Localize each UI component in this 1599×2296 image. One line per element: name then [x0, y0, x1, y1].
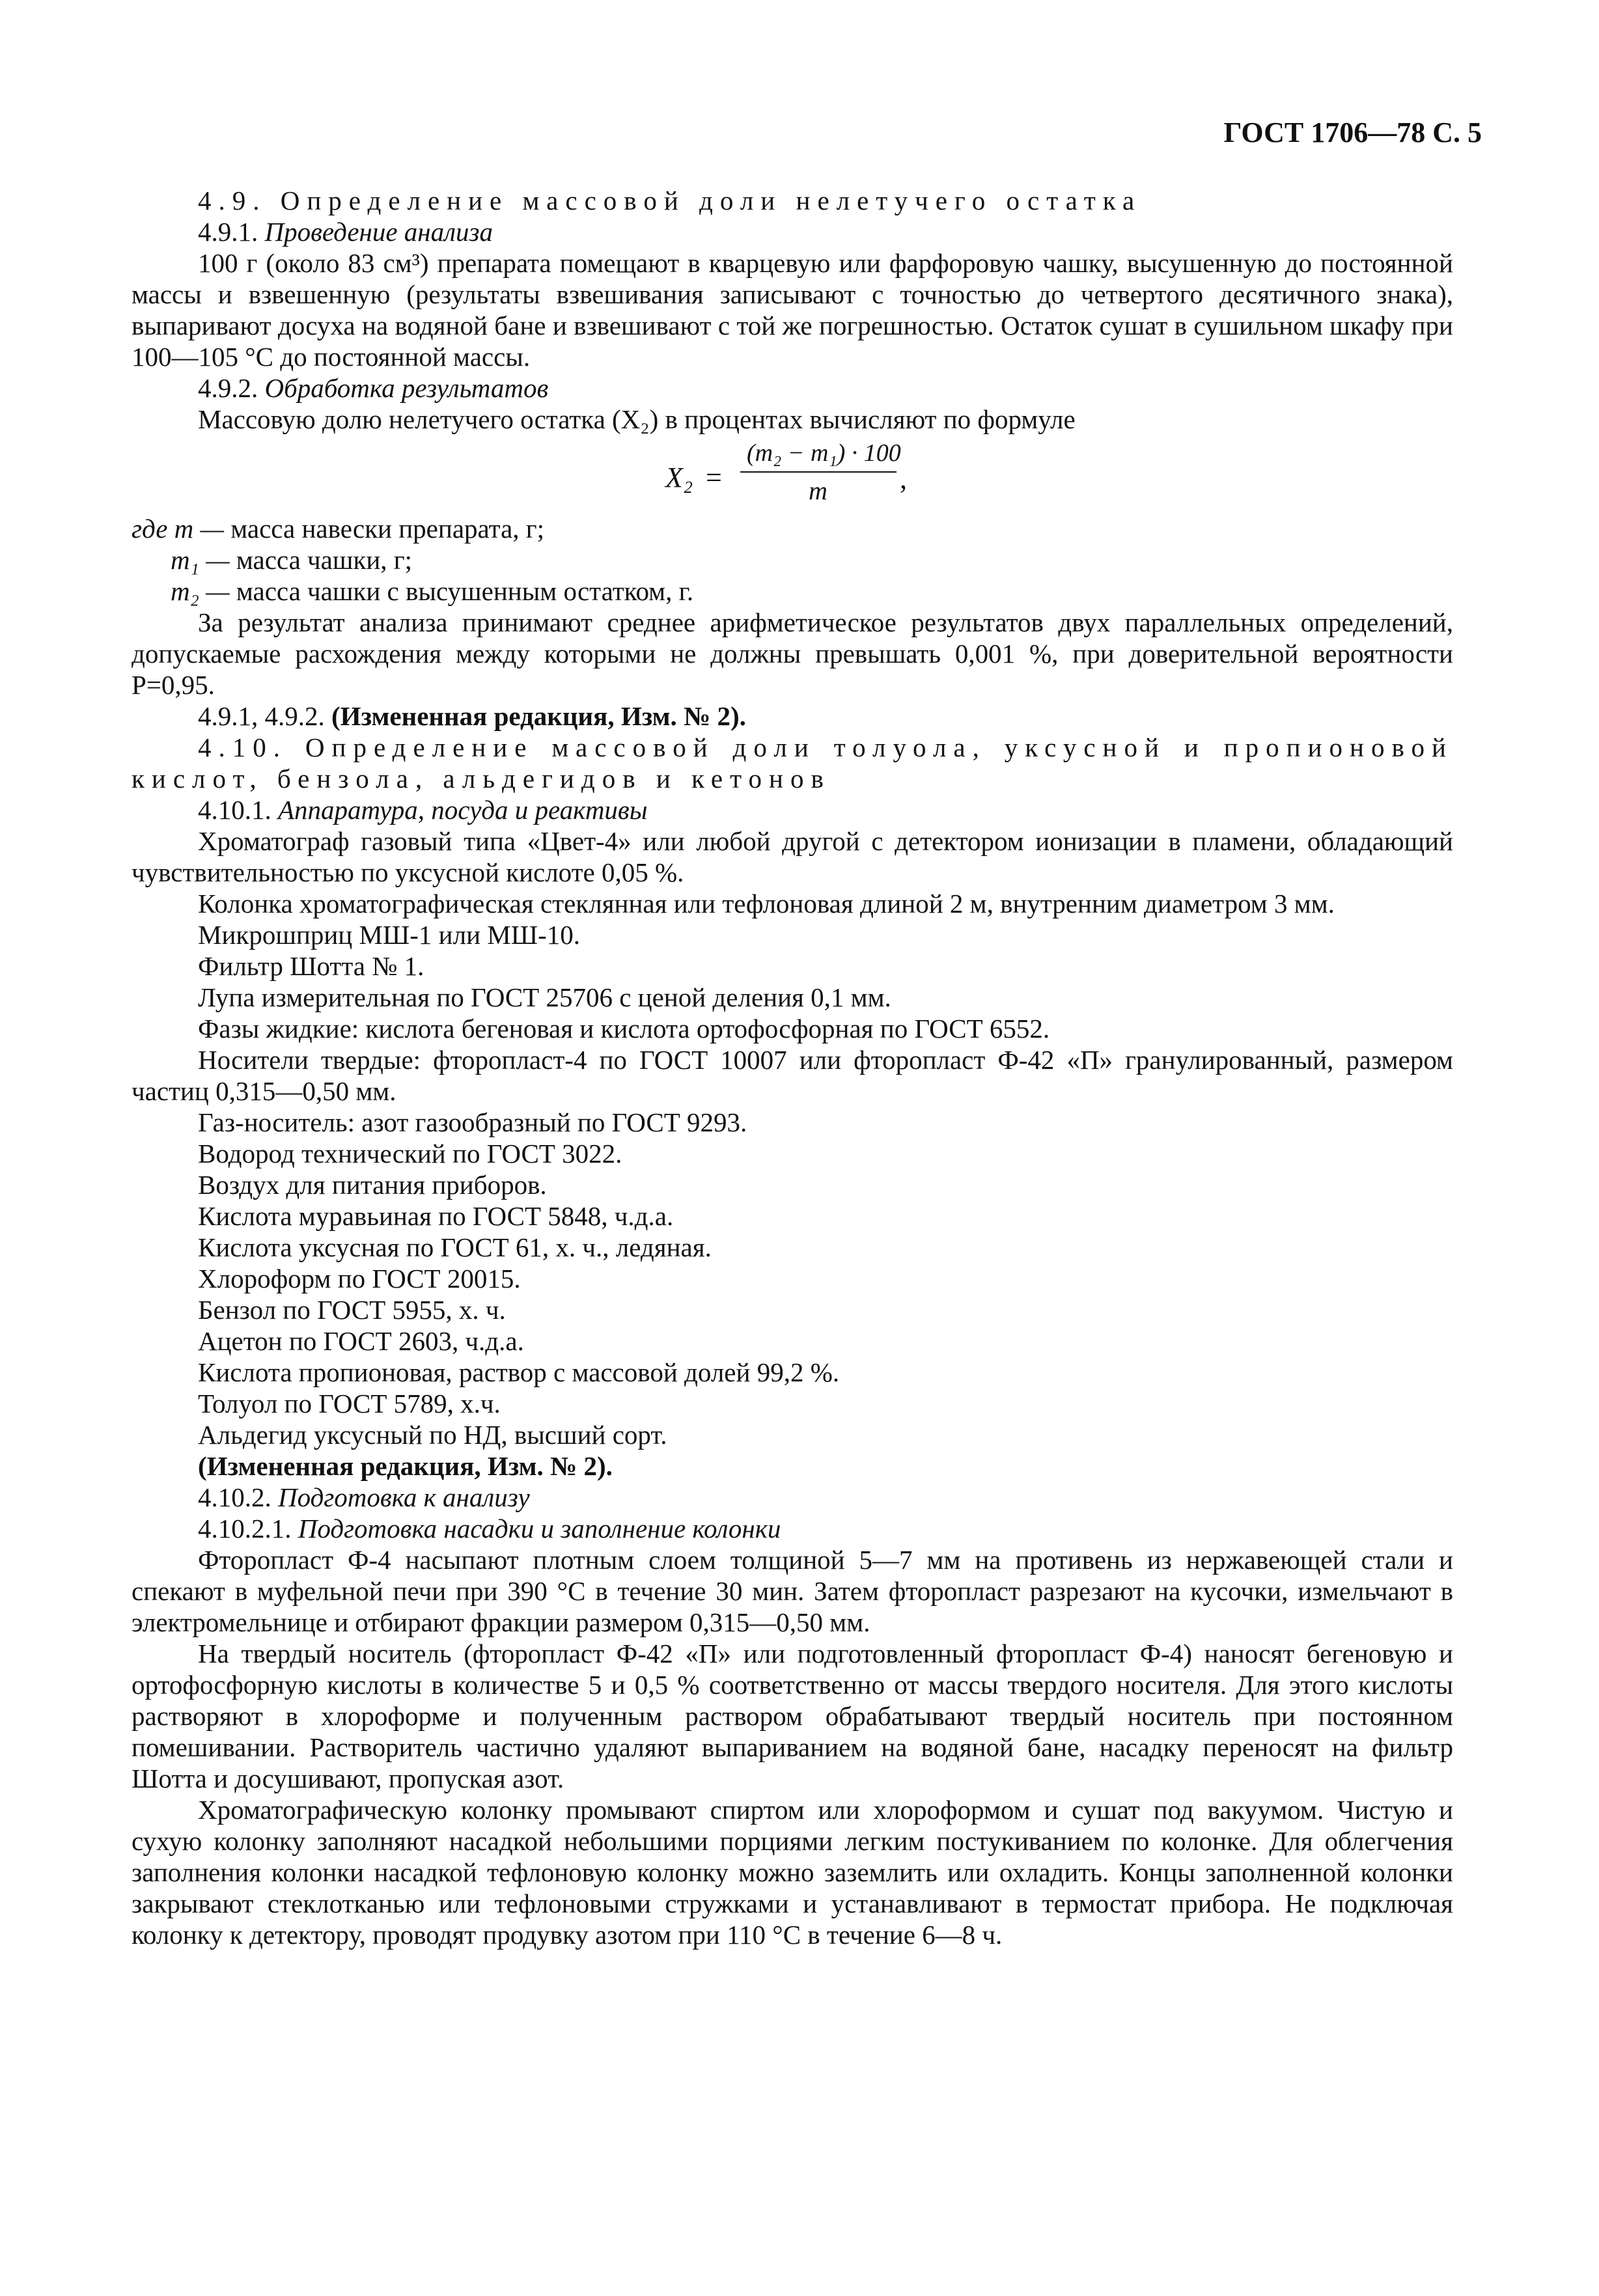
subsection-number: 4.9.2. — [198, 373, 258, 403]
list-item: Фазы жидкие: кислота бегеновая и кислота ортофосфорная по ГОСТ 6552. — [198, 1014, 1050, 1044]
where-line — [132, 575, 1453, 607]
where-symbol: где m — — [132, 514, 224, 544]
paragraph: Массовую долю нелетучего остатка (X₂) в процентах вычисляют по формуле — [198, 404, 1076, 434]
amendment-text: (Измененная редакция, Изм. № 2). — [198, 1451, 613, 1481]
subsection-4-9-1 — [132, 216, 1453, 247]
list-item: Толуол по ГОСТ 5789, х.ч. — [198, 1389, 501, 1418]
subsection-number: 4.10.2.1. — [198, 1514, 292, 1543]
list-item: Альдегид уксусный по НД, высший сорт. — [198, 1420, 667, 1450]
subsection-title: Проведение анализа — [264, 217, 494, 247]
list-item: Фильтр Шотта № 1. — [198, 951, 424, 981]
list-item: Хлороформ по ГОСТ 20015. — [198, 1264, 521, 1293]
list-item: Колонка хроматографическая стеклянная или тефлоновая длиной 2 м, внутренним диаметром 3 мм. — [198, 889, 1335, 919]
formula-comma: , — [900, 463, 907, 495]
subsection-title: Обработка результатов — [264, 373, 549, 403]
list-item: Хроматограф газовый типа «Цвет-4» или любой другой с детектором ионизации в пламени, обладающий чувствительностью по уксусной кислоте 0,05 %. — [132, 826, 1453, 887]
subsection-number: 4.9.1. — [198, 217, 258, 247]
where-line — [132, 513, 1453, 544]
where-symbol: m₂ — — [171, 576, 230, 606]
formula-denominator: m — [809, 476, 827, 505]
subsection-title: Аппаратура, посуда и реактивы — [278, 795, 648, 825]
paragraph: На твердый носитель (фторопласт Ф-42 «П» или подготовленный фторопласт Ф-4) наносят бегеновую и ортофосфорную кислоты в количестве 5 и 0,5 % соответственно от массы твердого носителя. Для этого кислоты растворяют в хлороформе и полученным раствором обрабатывают твердый носитель при постоянном помешивании. Растворитель частично удаляют выпариванием на водяной бане, насадку переносят на фильтр Шотта и досушивают, пропуская азот. — [132, 1639, 1453, 1793]
list-item: Носители твердые: фторопласт-4 по ГОСТ 10007 или фторопласт Ф-42 «П» гранулированный, размером частиц 0,315—0,50 мм. — [132, 1045, 1453, 1106]
list-item: Бензол по ГОСТ 5955, х. ч. — [198, 1295, 506, 1325]
formula — [132, 437, 1453, 509]
amendment-ref: 4.9.1, 4.9.2. — [198, 701, 325, 731]
list-item: Воздух для питания приборов. — [198, 1170, 547, 1200]
formula-numerator: (m₂ − m₁) · 100 — [747, 439, 901, 467]
where-symbol: m₁ — — [171, 545, 230, 575]
list-item: Газ-носитель: азот газообразный по ГОСТ 9293. — [198, 1107, 747, 1137]
paragraph: Хроматографическую колонку промывают спиртом или хлороформом и сушат под вакуумом. Чистую и сухую колонку заполняют насадкой небольшими порциями легким постукиванием по колонке. Для облегчения заполнения колонки насадкой тефлоновую колонку можно заземлить или охладить. Концы заполненной колонки закрывают стеклотканью или тефлоновыми стружками и устанавливают в термостат прибора. Не подключая колонку к детектору, проводят продувку азотом при 110 °С в течение 6—8 ч. — [132, 1795, 1453, 1950]
page-header: ГОСТ 1706—78 С. 5 — [1223, 117, 1482, 148]
subsection-4-9-2 — [132, 372, 1453, 404]
list-item: Кислота пропионовая, раствор с массовой долей 99,2 %. — [198, 1357, 840, 1387]
subsection-4-10-2-1 — [132, 1513, 1453, 1544]
paragraph: Фторопласт Ф-4 насыпают плотным слоем толщиной 5—7 мм на противень из нержавеющей стали и спекают в муфельной печи при 390 °С в течение 30 мин. Затем фторопласт разрезают на кусочки, измельчают в электромельнице и отбирают фракции размером 0,315—0,50 мм. — [132, 1545, 1453, 1637]
paragraph: За результат анализа принимают среднее арифметическое результатов двух параллельных определений, допускаемые расхождения между которыми не должны превышать 0,001 %, при доверительной вероятности P=0,95. — [132, 607, 1453, 700]
amendment-text: (Измененная редакция, Изм. № 2). — [331, 701, 746, 731]
list-item: Кислота муравьиная по ГОСТ 5848, ч.д.а. — [198, 1201, 674, 1231]
subsection-title: Подготовка к анализу — [278, 1482, 530, 1512]
list-item: Лупа измерительная по ГОСТ 25706 с ценой деления 0,1 мм. — [198, 982, 891, 1012]
subsection-4-10-2 — [132, 1482, 1453, 1513]
section-4-10-title: 4.10. Определение массовой доли толуола, уксусной и пропионовой кислот, бензола, альдегидов и кетонов — [132, 732, 1453, 794]
subsection-title: Подготовка насадки и заполнение колонки — [298, 1514, 781, 1543]
subsection-number: 4.10.1. — [198, 795, 271, 825]
where-text: масса чашки, г; — [236, 545, 412, 575]
subsection-4-10-1 — [132, 794, 1453, 825]
where-line — [132, 544, 1453, 575]
formula-lhs: X₂ — [665, 462, 693, 493]
where-text: масса чашки с высушенным остатком, г. — [236, 576, 694, 606]
formula-equals: = — [706, 462, 722, 493]
subsection-number: 4.10.2. — [198, 1482, 271, 1512]
document-body — [132, 185, 1453, 1950]
paragraph: 100 г (около 83 см³) препарата помещают в кварцевую или фарфоровую чашку, высушенную до постоянной массы и взвешенную (результаты взвешивания записывают с точностью до четвертого десятичного знака), выпаривают досуха на водяной бане и взвешивают с той же погрешностью. Остаток сушат в сушильном шкафу при 100—105 °С до постоянной массы. — [132, 248, 1453, 372]
list-item: Ацетон по ГОСТ 2603, ч.д.а. — [198, 1326, 524, 1356]
list-item: Микрошприц МШ-1 или МШ-10. — [198, 920, 580, 950]
list-item: Водород технический по ГОСТ 3022. — [198, 1139, 622, 1169]
where-text: масса навески препарата, г; — [230, 514, 544, 544]
list-item: Кислота уксусная по ГОСТ 61, х. ч., ледяная. — [198, 1232, 712, 1262]
amendment-note — [132, 700, 1453, 732]
formula-fraction-bar — [740, 471, 897, 473]
section-4-9-title: 4.9. Определение массовой доли нелетучего остатка — [198, 186, 1142, 215]
